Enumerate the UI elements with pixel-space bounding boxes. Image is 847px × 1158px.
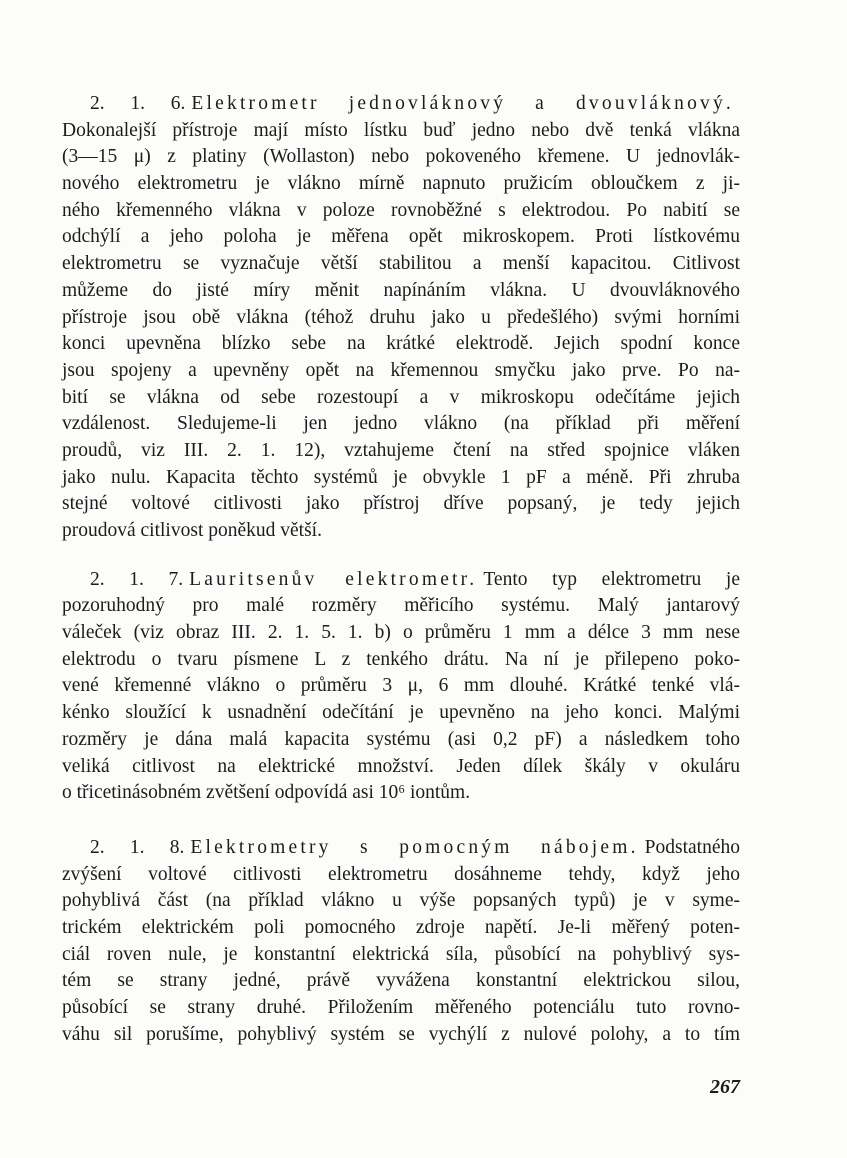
text-line: o třicetinásobném zvětšení odpovídá asi 10⁶ iontům. [62, 782, 471, 804]
section-number: 2. 1. 7. [90, 568, 184, 590]
text-line: vené křemenné vlákno o průměru 3 μ, 6 mm dlouhé. Krátké tenké vlá- [62, 675, 740, 697]
text-line: kénko sloužící k usnadnění odečítání je upevněno na jeho konci. Malými [62, 702, 740, 724]
text-line: pozoruhodný pro malé rozměry měřicího systému. Malý jantarový [62, 595, 740, 617]
text-line: můžeme do jisté míry měnit napínáním vlákna. U dvouvláknového [62, 279, 740, 301]
text-line: Dokonalejší přístroje mají místo lístku buď jedno nebo dvě tenká vlákna [62, 119, 740, 141]
text-line: (3—15 μ) z platiny (Wollaston) nebo pokoveného křemene. U jednovlák- [62, 146, 740, 168]
section-heading-line [62, 567, 740, 594]
text-line: jsou spojeny a upevněny opět na křemennou smyčku jako prve. Po na- [62, 359, 740, 381]
text-line: váleček (viz obraz III. 2. 1. 5. 1. b) o průměru 1 mm a délce 3 mm nese [62, 622, 740, 644]
text-line: ciál roven nule, je konstantní elektrická síla, působící na pohyblivý sys- [62, 943, 740, 965]
section-number: 2. 1. 6. [90, 93, 186, 114]
text-line: elektrometru se vyznačuje větší stabilitou a menší kapacitou. Citlivost [62, 253, 740, 275]
text-line: pohyblivá část (na příklad vlákno u výše popsaných typů) je v syme- [62, 890, 740, 912]
text-line: trickém elektrickém poli pomocného zdroje napětí. Je-li měřený poten- [62, 916, 740, 938]
text-line: veliká citlivost na elektrické množství. Jeden dílek škály v okuláru [62, 755, 740, 777]
section-title: Elektrometry s pomocným nábojem. [190, 836, 639, 858]
text-line: stejné voltové citlivosti jako přístroj dříve popsaný, je tedy jejich [62, 493, 740, 515]
section-2-1-8 [62, 835, 740, 1049]
text-line: působící se strany druhé. Přiložením měřeného potenciálu tuto rovno- [62, 997, 740, 1018]
text-line: nového elektrometru je vlákno mírně napnuto pružicím obloučkem z ji- [62, 173, 740, 195]
text-line: proudů, viz III. 2. 1. 12), vztahujeme čtení na střed spojnice vláken [62, 439, 740, 461]
section-text: Tento typ elektrometru je [483, 568, 740, 590]
text-line: váhu sil porušíme, pohyblivý systém se vychýlí z nulové polohy, a to tím [62, 1023, 740, 1045]
text-line: konci upevněna blízko sebe na krátké elektrodě. Jejich spodní konce [62, 333, 740, 355]
text-line: přístroje jsou obě vlákna (téhož druhu jako u předešlého) svými horními [62, 306, 740, 328]
section-2-1-6 [62, 91, 740, 545]
text-line: proudová citlivost poněkud větší. [62, 520, 322, 541]
section-title: Elektrometr jednovláknový a dvouvláknový. [191, 93, 735, 114]
text-line: vzdálenost. Sledujeme-li jen jedno vlákno (na příklad při měření [62, 413, 740, 435]
page-number: 267 [710, 1076, 740, 1098]
book-page [62, 91, 740, 1048]
section-heading-line [62, 835, 740, 862]
text-line: bití se vlákna od sebe rozestoupí a v mikroskopu odečítáme jejich [62, 386, 740, 408]
text-line: rozměry je dána malá kapacita systému (asi 0,2 pF) a následkem toho [62, 728, 740, 750]
section-text: Podstatného [644, 836, 741, 858]
text-line: elektrodu o tvaru písmene L z tenkého drátu. Na ní je přilepeno poko- [62, 648, 740, 670]
section-title: Lauritsenův elektrometr. [189, 568, 478, 590]
text-line: odchýlí a jeho poloha je měřena opět mikroskopem. Proti lístkovému [62, 226, 740, 248]
section-number: 2. 1. 8. [90, 836, 185, 858]
section-2-1-7 [62, 567, 740, 807]
text-line: ného křemenného vlákna v poloze rovnoběžné s elektrodou. Po nabití se [62, 199, 740, 221]
text-line: zvýšení voltové citlivosti elektrometru dosáhneme tehdy, když jeho [62, 863, 740, 885]
section-heading-line [62, 91, 740, 118]
text-line: tém se strany jedné, právě vyvážena konstantní elektrickou silou, [62, 970, 740, 992]
text-line: jako nulu. Kapacita těchto systémů je obvykle 1 pF a méně. Při zhruba [62, 466, 740, 488]
